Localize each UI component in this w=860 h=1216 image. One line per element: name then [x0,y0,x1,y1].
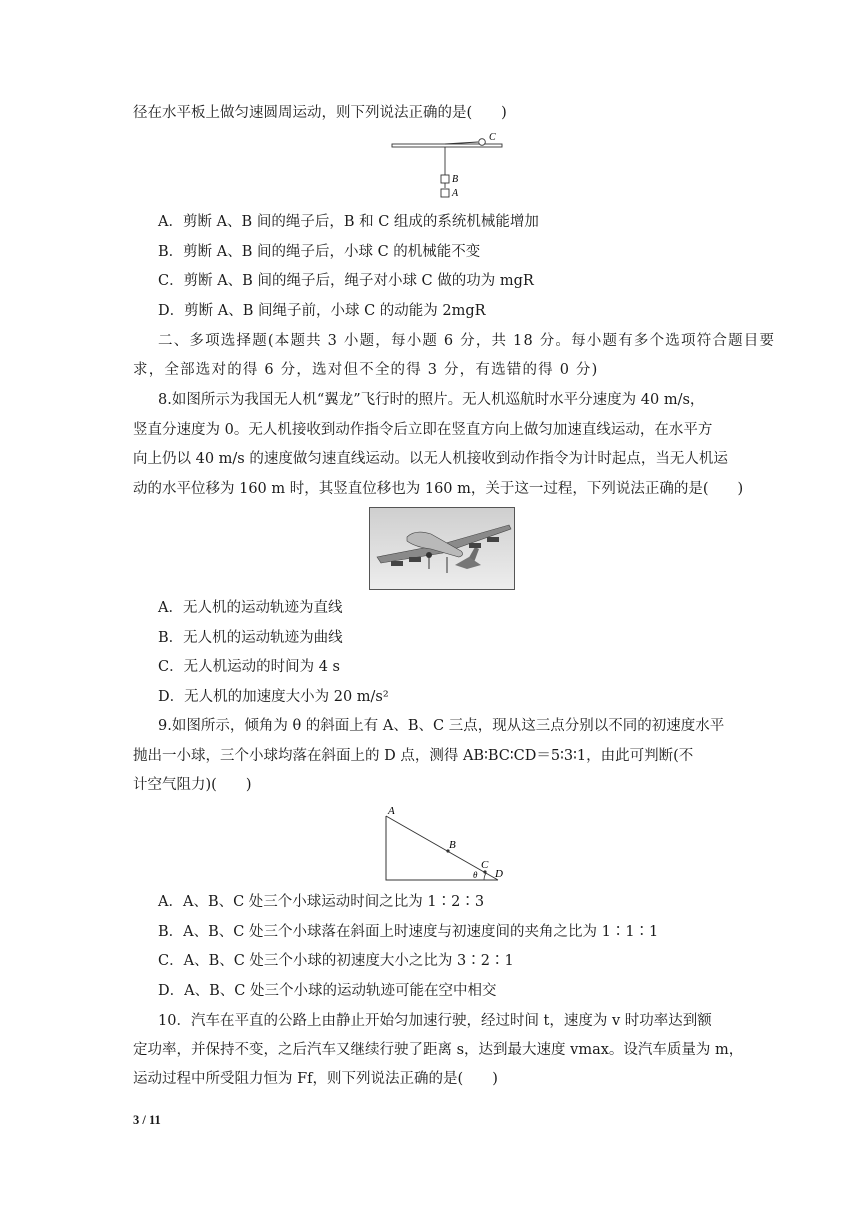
q7-option-d: D．剪断 A、B 间绳子前，小球 C 的动能为 2mgR [158,303,486,319]
q9-line-3: 计空气阻力)( ) [133,777,252,793]
label-c: C [481,859,489,871]
q10-line-3: 运动过程中所受阻力恒为 Ff，则下列说法正确的是( ) [133,1071,498,1087]
q8-line-3: 向上仍以 40 m/s 的速度做匀速直线运动。以无人机接收到动作指令为计时起点，当无人机运 [133,451,728,467]
label-b: B [452,174,459,185]
q9-option-a: A．A、B、C 处三个小球运动时间之比为 1∶2∶3 [158,894,485,910]
q8-option-a: A．无人机的运动轨迹为直线 [158,600,343,616]
label-d: D [495,868,503,880]
q9-line-1: 9.如图所示，倾角为 θ 的斜面上有 A、B、C 三点，现从这三点分别以不同的初速度水平 [158,718,725,734]
q9-option-b: B．A、B、C 处三个小球落在斜面上时速度与初速度间的夹角之比为 1∶1∶1 [158,924,659,940]
drone-photo [369,507,515,594]
q8-line-4: 动的水平位移为 160 m 时，其竖直位移也为 160 m，关于这一过程，下列说法正确的是( ) [133,481,744,497]
q10-line-1: 10．汽车在平直的公路上由静止开始匀加速行驶，经过时间 t，速度为 v 时功率达到额 [158,1013,712,1029]
incline-figure [380,802,510,888]
label-b: B [449,839,456,851]
q9-line-2: 抛出一小球，三个小球均落在斜面上的 D 点，测得 AB∶BC∶CD＝5∶3∶1，由此可判断(不 [133,748,694,764]
q8-line-1: 8.如图所示为我国无人机“翼龙”飞行时的照片。无人机巡航时水平分速度为 40 m/s， [158,392,705,408]
section2-heading-line2: 求，全部选对的得 6 分，选对但不全的得 3 分，有选错的得 0 分) [133,362,599,378]
block-b [441,175,449,183]
q9-option-c: C．A、B、C 处三个小球的初速度大小之比为 3∶2∶1 [158,953,514,969]
q8-line-2: 竖直分速度为 0。无人机接收到动作指令后立即在竖直方向上做匀加速直线运动，在水平方 [133,422,713,438]
q10-line-2: 定功率，并保持不变，之后汽车又继续行驶了距离 s，达到最大速度 vmax。设汽车质量为 m， [133,1042,744,1058]
page-number: 3 / 11 [133,1113,161,1127]
q7-option-c: C．剪断 A、B 间的绳子后，绳子对小球 C 做的功为 mgR [158,273,534,289]
label-c: C [489,132,496,143]
q7-option-b: B．剪断 A、B 间的绳子后，小球 C 的机械能不变 [158,244,481,260]
label-a: A [452,188,459,199]
q9-option-d: D．A、B、C 处三个小球的运动轨迹可能在空中相交 [158,983,497,999]
q7-option-a: A．剪断 A、B 间的绳子后，B 和 C 组成的系统机械能增加 [158,214,539,230]
ball-c [479,139,486,146]
q8-option-c: C．无人机运动的时间为 4 s [158,659,340,675]
label-theta: θ [473,870,478,880]
q7-figure [390,132,510,208]
block-a [441,189,449,197]
label-a: A [388,805,395,817]
q8-option-b: B．无人机的运动轨迹为曲线 [158,630,343,646]
section2-heading-line1: 二、多项选择题(本题共 3 小题，每小题 6 分，共 18 分。每小题有多个选项符合题目要 [158,333,776,349]
q8-option-d: D．无人机的加速度大小为 20 m/s² [158,689,389,705]
q7-stem-tail: 径在水平板上做匀速圆周运动，则下列说法正确的是( ) [133,105,507,121]
